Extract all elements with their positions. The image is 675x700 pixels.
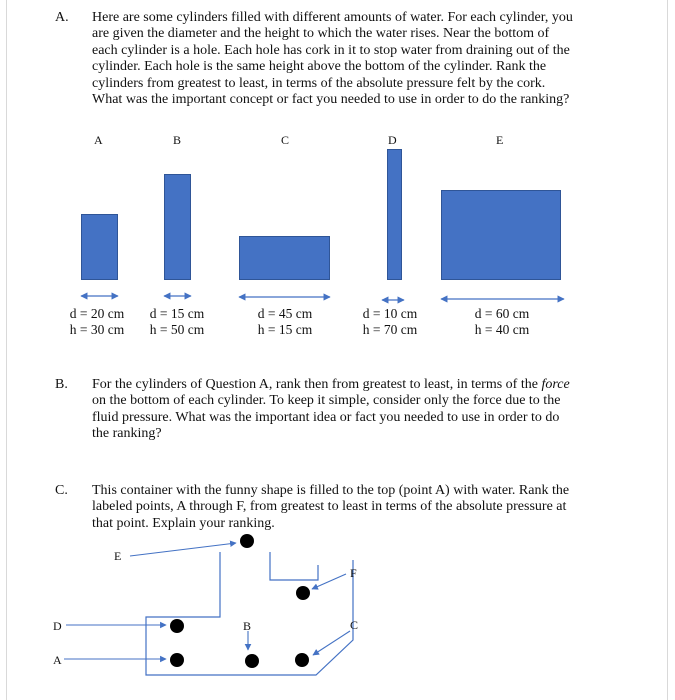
cylinder-d-diameter: d = 10 cm <box>362 306 418 321</box>
cylinder-b-diameter: d = 15 cm <box>149 306 205 321</box>
point-label-a: A <box>53 653 62 667</box>
point-a-dot <box>170 653 184 667</box>
cylinder-b-height: h = 50 cm <box>149 321 205 337</box>
point-label-e: E <box>114 549 122 563</box>
question-c-line: that point. Explain your ranking. <box>92 515 275 531</box>
question-b-text <box>92 377 662 443</box>
cylinder-c-height: h = 15 cm <box>257 321 313 337</box>
cylinder-a-diameter: d = 20 cm <box>69 306 125 321</box>
point-b-dot <box>245 654 259 668</box>
question-b-line <box>92 377 662 393</box>
cylinder-label-e: E <box>496 133 504 147</box>
point-e-dot <box>240 534 254 548</box>
point-c-dot <box>295 653 309 667</box>
leader-arrow-f <box>312 574 346 589</box>
cylinder-e-diameter: d = 60 cm <box>474 306 530 321</box>
point-label-c: C <box>350 618 359 632</box>
cylinder-a-height: h = 30 cm <box>69 321 125 337</box>
point-label-b: B <box>243 619 252 633</box>
question-c-line: This container with the funny shape is filled to the top (point A) with water. Rank the <box>92 483 570 498</box>
leader-arrow-c <box>313 631 350 655</box>
question-b-line: fluid pressure. What was the important idea or fact you needed to use in order to do <box>92 409 560 425</box>
cylinder-label-a: A <box>94 133 103 147</box>
point-f-dot <box>296 586 310 600</box>
cylinder-label-b: B <box>173 133 182 147</box>
cylinder-c-caption <box>245 306 325 337</box>
question-a-line: What was the important concept or fact you needed to use in order to do the ranking? <box>92 92 570 108</box>
cylinder-d-height: h = 70 cm <box>362 321 418 337</box>
cylinder-label-c: C <box>281 133 290 147</box>
cylinder-c-diameter: d = 45 cm <box>257 306 313 321</box>
question-a-letter: A. <box>55 10 69 25</box>
question-c-letter: C. <box>55 483 68 498</box>
cylinder-e-height: h = 40 cm <box>474 321 530 337</box>
point-label-d: D <box>53 619 62 633</box>
question-b-emphasis: force <box>541 377 570 392</box>
question-a-line: cylinders from greatest to least, in terms of the absolute pressure felt by the cork. <box>92 75 546 91</box>
question-a-line: are given the diameter and the height to which the water rises. Near the bottom of <box>92 26 550 42</box>
question-a-line: each cylinder is a hole. Each hole has cork in it to stop water from draining out of the <box>92 42 570 58</box>
cylinder-b-caption <box>137 306 217 337</box>
question-b-line: on the bottom of each cylinder. To keep it simple, consider only the force due to the <box>92 393 561 409</box>
point-d-dot <box>170 619 184 633</box>
cylinder-e-caption <box>462 306 542 337</box>
question-a-line: cylinder. Each hole is the same height above the bottom of the cylinder. Rank the <box>92 59 547 75</box>
point-label-f: F <box>350 566 357 580</box>
question-b-line: the ranking? <box>92 426 162 442</box>
cylinder-label-d: D <box>388 133 397 147</box>
question-b-line-start: For the cylinders of Question A, rank then from greatest to least, in terms of the <box>92 377 542 392</box>
question-c-text <box>92 483 662 532</box>
question-b-letter: B. <box>55 377 68 392</box>
cylinder-d-caption <box>350 306 430 337</box>
question-a-line: Here are some cylinders filled with different amounts of water. For each cylinder, you <box>92 10 573 25</box>
cylinder-a-caption <box>52 306 142 337</box>
question-c-line: labeled points, A through F, from greatest to least in terms of the absolute pressure at <box>92 499 567 515</box>
